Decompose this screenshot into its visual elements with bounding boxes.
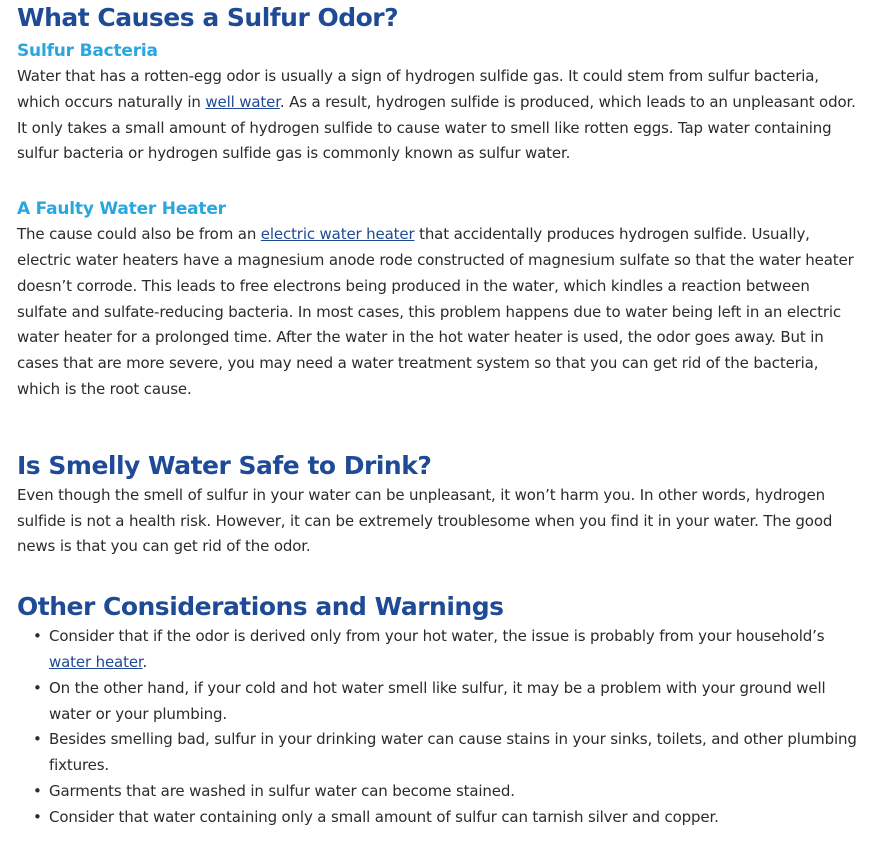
list-item: [17, 727, 862, 779]
list-item-text: Consider that if the odor is derived only from your hot water, the issue is probably from your household’s: [49, 627, 825, 646]
heading-what-causes-sulfur-odor: What Causes a Sulfur Odor?: [17, 3, 399, 32]
subheading-sulfur-bacteria: Sulfur Bacteria: [17, 41, 158, 61]
paragraph-smelly-water-safe: Even though the smell of sulfur in your water can be unpleasant, it won’t harm you. In other words, hydrogen sulfide is not a health risk. However, it can be extremely troublesome when you find it in your water. The good news is that you can get rid of the odor.: [17, 485, 833, 556]
considerations-list: [17, 624, 862, 830]
paragraph-text: . As a result, hydrogen sulfide is produced, which leads to an unpleasant odor. It only takes a small amount of hydrogen sulfide to cause water to smell like rotten eggs. Tap water containing sulfur bacteria or hydrogen sulfide gas is commonly known as sulfur water.: [17, 92, 856, 163]
paragraph-faulty-water-heater: [17, 222, 862, 403]
paragraph-text: Water that has a rotten-egg odor is usually a sign of hydrogen sulfide gas. It could stem from sulfur bacteria, which occurs naturally in: [17, 67, 819, 111]
link-water-heater[interactable]: water heater: [49, 652, 143, 671]
paragraph-text: The cause could also be from an: [17, 225, 261, 244]
list-item-text: Besides smelling bad, sulfur in your drinking water can cause stains in your sinks, toilets, and other plumbing fixtures.: [49, 730, 857, 775]
list-item-text: .: [142, 652, 148, 671]
list-item: [17, 805, 862, 831]
link-well-water[interactable]: well water: [205, 92, 280, 111]
bullet-icon: •: [33, 781, 42, 800]
list-item-text: Garments that are washed in sulfur water can become stained.: [49, 781, 515, 800]
heading-is-smelly-water-safe: Is Smelly Water Safe to Drink?: [17, 450, 432, 480]
list-item-text: On the other hand, if your cold and hot water smell like sulfur, it may be a problem with your ground well water or your plumbing.: [49, 678, 826, 723]
heading-other-considerations: Other Considerations and Warnings: [17, 592, 504, 622]
subheading-faulty-water-heater: A Faulty Water Heater: [17, 199, 226, 220]
link-electric-water-heater[interactable]: electric water heater: [260, 225, 415, 244]
list-item: [17, 676, 862, 728]
list-item-text: Consider that water containing only a small amount of sulfur can tarnish silver and copper.: [49, 807, 719, 826]
bullet-icon: •: [33, 730, 42, 749]
list-item: [17, 779, 862, 805]
paragraph-text: that accidentally produces hydrogen sulfide. Usually, electric water heaters have a magnesium anode rode constructed of magnesium sulfate so that the water heater doesn’t corrode. This leads to free electrons being produced in the water, which kindles a reaction between sulfate and sulfate-reducing bacteria. In most cases, this problem happens due to water being left in an electric water heater for a prolonged time. After the water in the hot water heater is used, the odor goes away. But in cases that are more severe, you may need a water treatment system so that you can get rid of the bacteria, which is the root cause.: [17, 225, 854, 398]
bullet-icon: •: [33, 627, 42, 646]
bullet-icon: •: [33, 678, 42, 697]
article-content: [17, 0, 862, 831]
bullet-icon: •: [33, 807, 42, 826]
list-item: [17, 624, 862, 676]
paragraph-sulfur-bacteria: [17, 64, 862, 167]
